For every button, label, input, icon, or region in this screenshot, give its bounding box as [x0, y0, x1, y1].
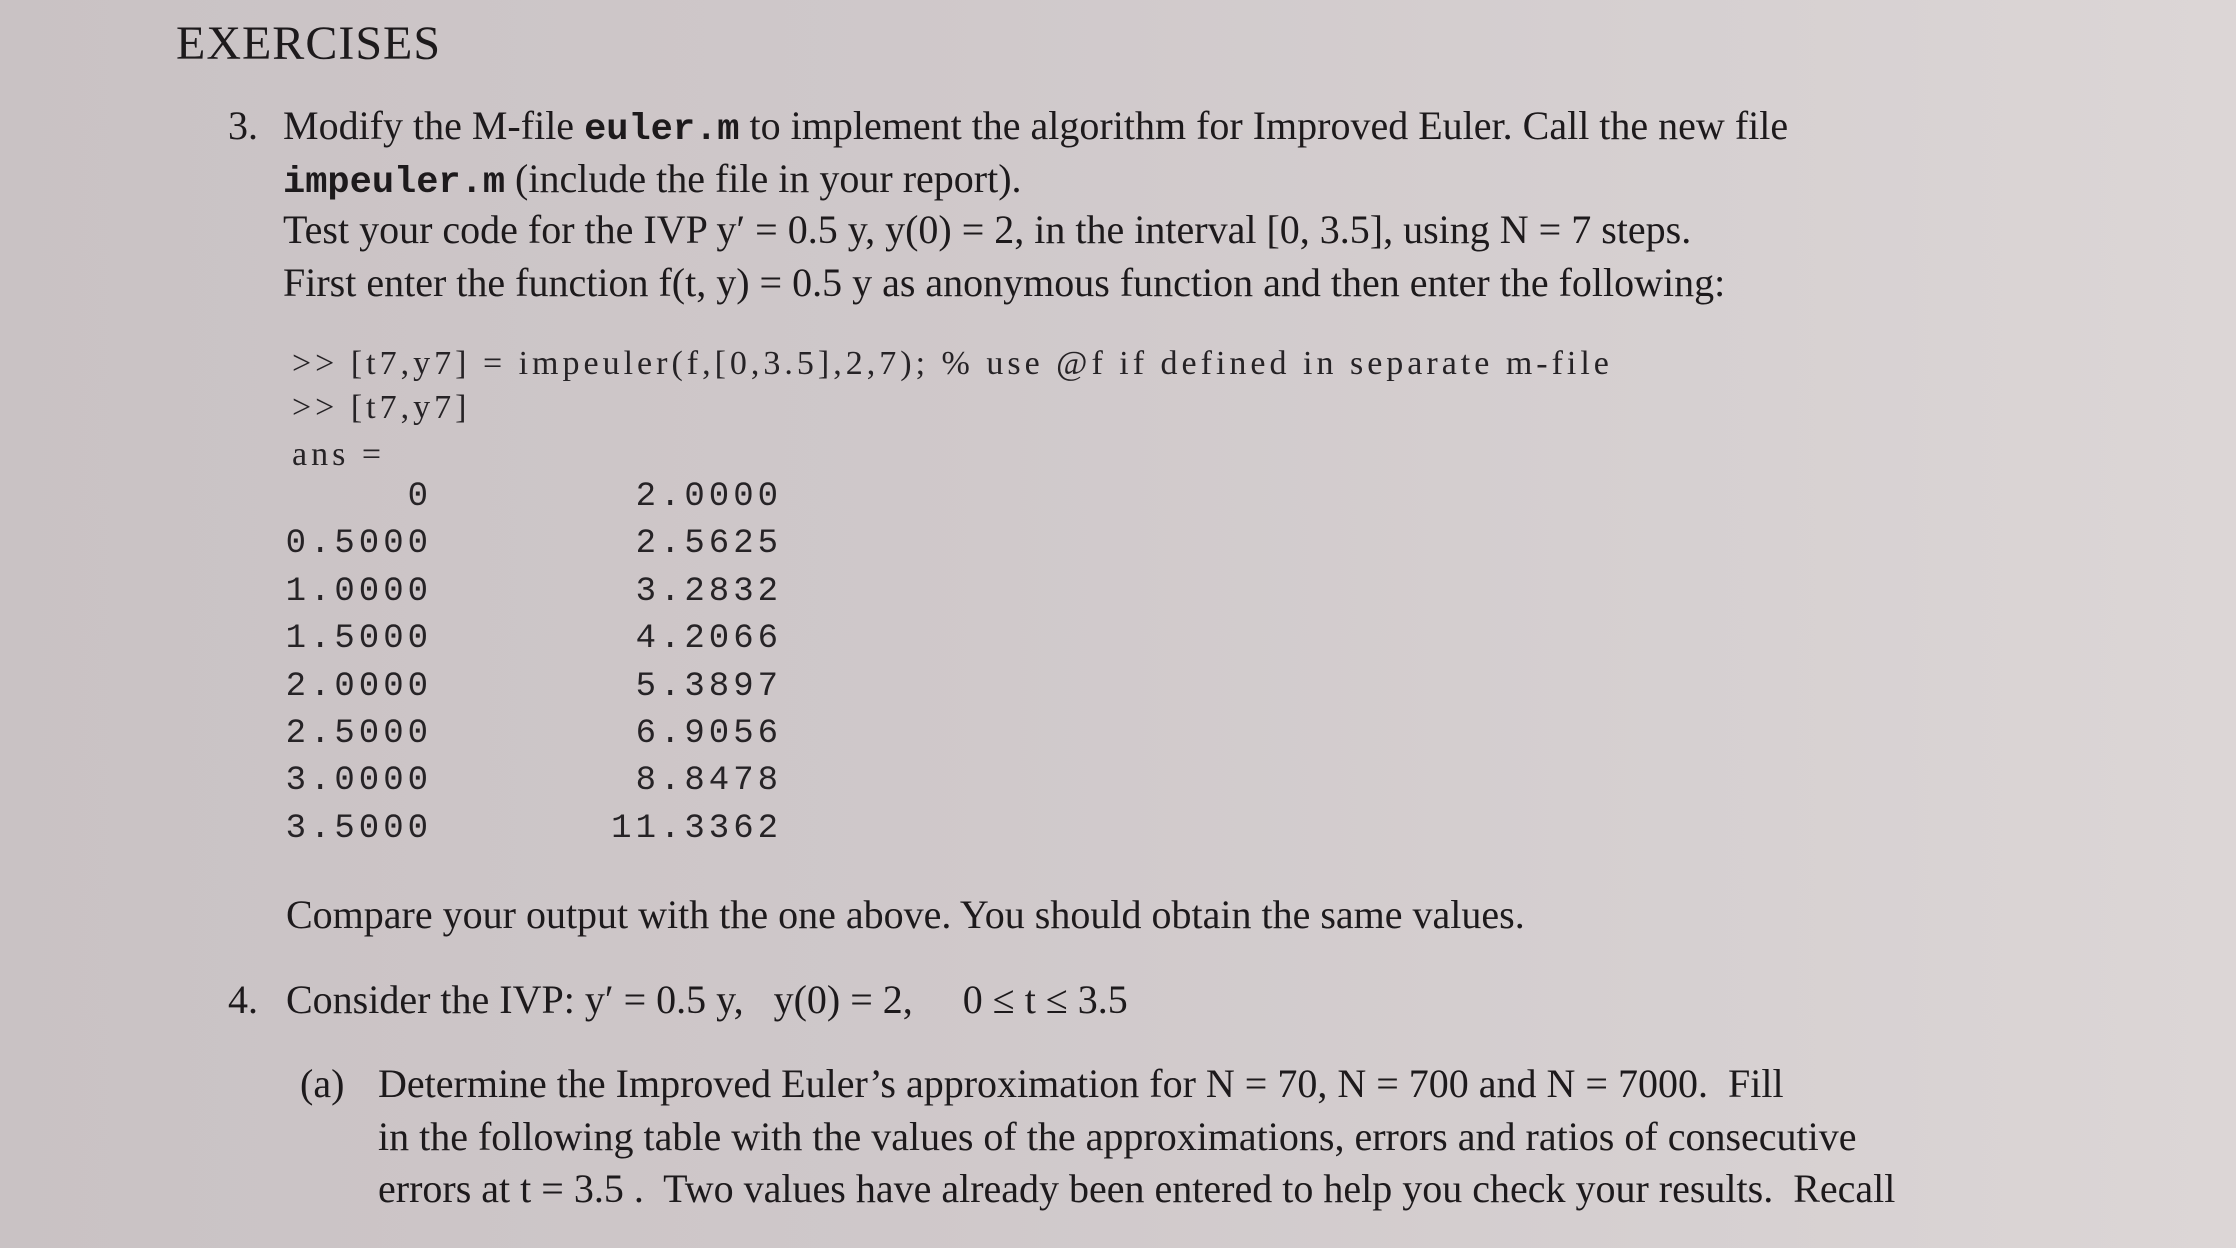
- part-a-line-2: in the following table with the values of the approximations, errors and ratios of consecutive: [378, 1114, 1857, 1159]
- y-value: 3.2832: [635, 572, 782, 611]
- exercise-3-line-2: [283, 156, 1022, 204]
- line-1-text-b: to implement the algorithm for Improved Euler. Call the new file: [749, 103, 1789, 148]
- t-value: 2.0000: [285, 667, 432, 706]
- code-ans-label: ans =: [292, 436, 385, 473]
- exercise-4-line-1: Consider the IVP: y′ = 0.5 y, y(0) = 2, 0 ≤ t ≤ 3.5: [286, 977, 1128, 1022]
- exercise-3-line-1: [283, 103, 1789, 151]
- y-value: 8.8478: [635, 762, 782, 801]
- exercise-3-number: 3.: [228, 103, 258, 148]
- t-value: 0.5000: [285, 525, 432, 564]
- file-name-impeuler: impeuler.m: [283, 162, 506, 204]
- part-a-label: (a): [300, 1061, 345, 1106]
- y-value: 2.0000: [635, 478, 782, 516]
- code-command-2: >> [t7,y7]: [292, 389, 471, 426]
- t-value: 0: [407, 478, 432, 516]
- part-a-line-1: Determine the Improved Euler’s approximation for N = 70, N = 700 and N = 7000. Fill: [378, 1061, 1784, 1106]
- code-command-1: >> [t7,y7] = impeuler(f,[0,3.5],2,7); % use @f if defined in separate m-file: [292, 345, 1613, 382]
- t-value: 3.5000: [285, 809, 432, 848]
- t-value: 2.5000: [285, 714, 432, 753]
- y-value: 5.3897: [635, 667, 782, 706]
- file-name-euler: euler.m: [584, 109, 740, 151]
- part-a-line-3: errors at t = 3.5 . Two values have already been entered to help you check your results. Recall: [378, 1166, 1896, 1211]
- y-value: 4.2066: [635, 620, 782, 659]
- exercise-4-number: 4.: [228, 977, 258, 1022]
- line-2-text: (include the file in your report).: [515, 156, 1022, 201]
- y-value: 2.5625: [635, 525, 782, 564]
- y-value: 6.9056: [635, 714, 782, 753]
- section-heading: EXERCISES: [176, 17, 442, 70]
- t-value: 1.5000: [285, 620, 432, 659]
- exercise-3-line-4: First enter the function f(t, y) = 0.5 y as anonymous function and then enter the following:: [283, 260, 1726, 305]
- compare-text: Compare your output with the one above. You should obtain the same values.: [286, 892, 1525, 937]
- line-1-text-a: Modify the M-file: [283, 103, 575, 148]
- t-value: 1.0000: [285, 572, 432, 611]
- t-value: 3.0000: [285, 762, 432, 801]
- exercise-3-line-3: Test your code for the IVP y′ = 0.5 y, y(0) = 2, in the interval [0, 3.5], using N = 7 steps.: [283, 207, 1692, 252]
- y-value: 11.3362: [611, 809, 782, 848]
